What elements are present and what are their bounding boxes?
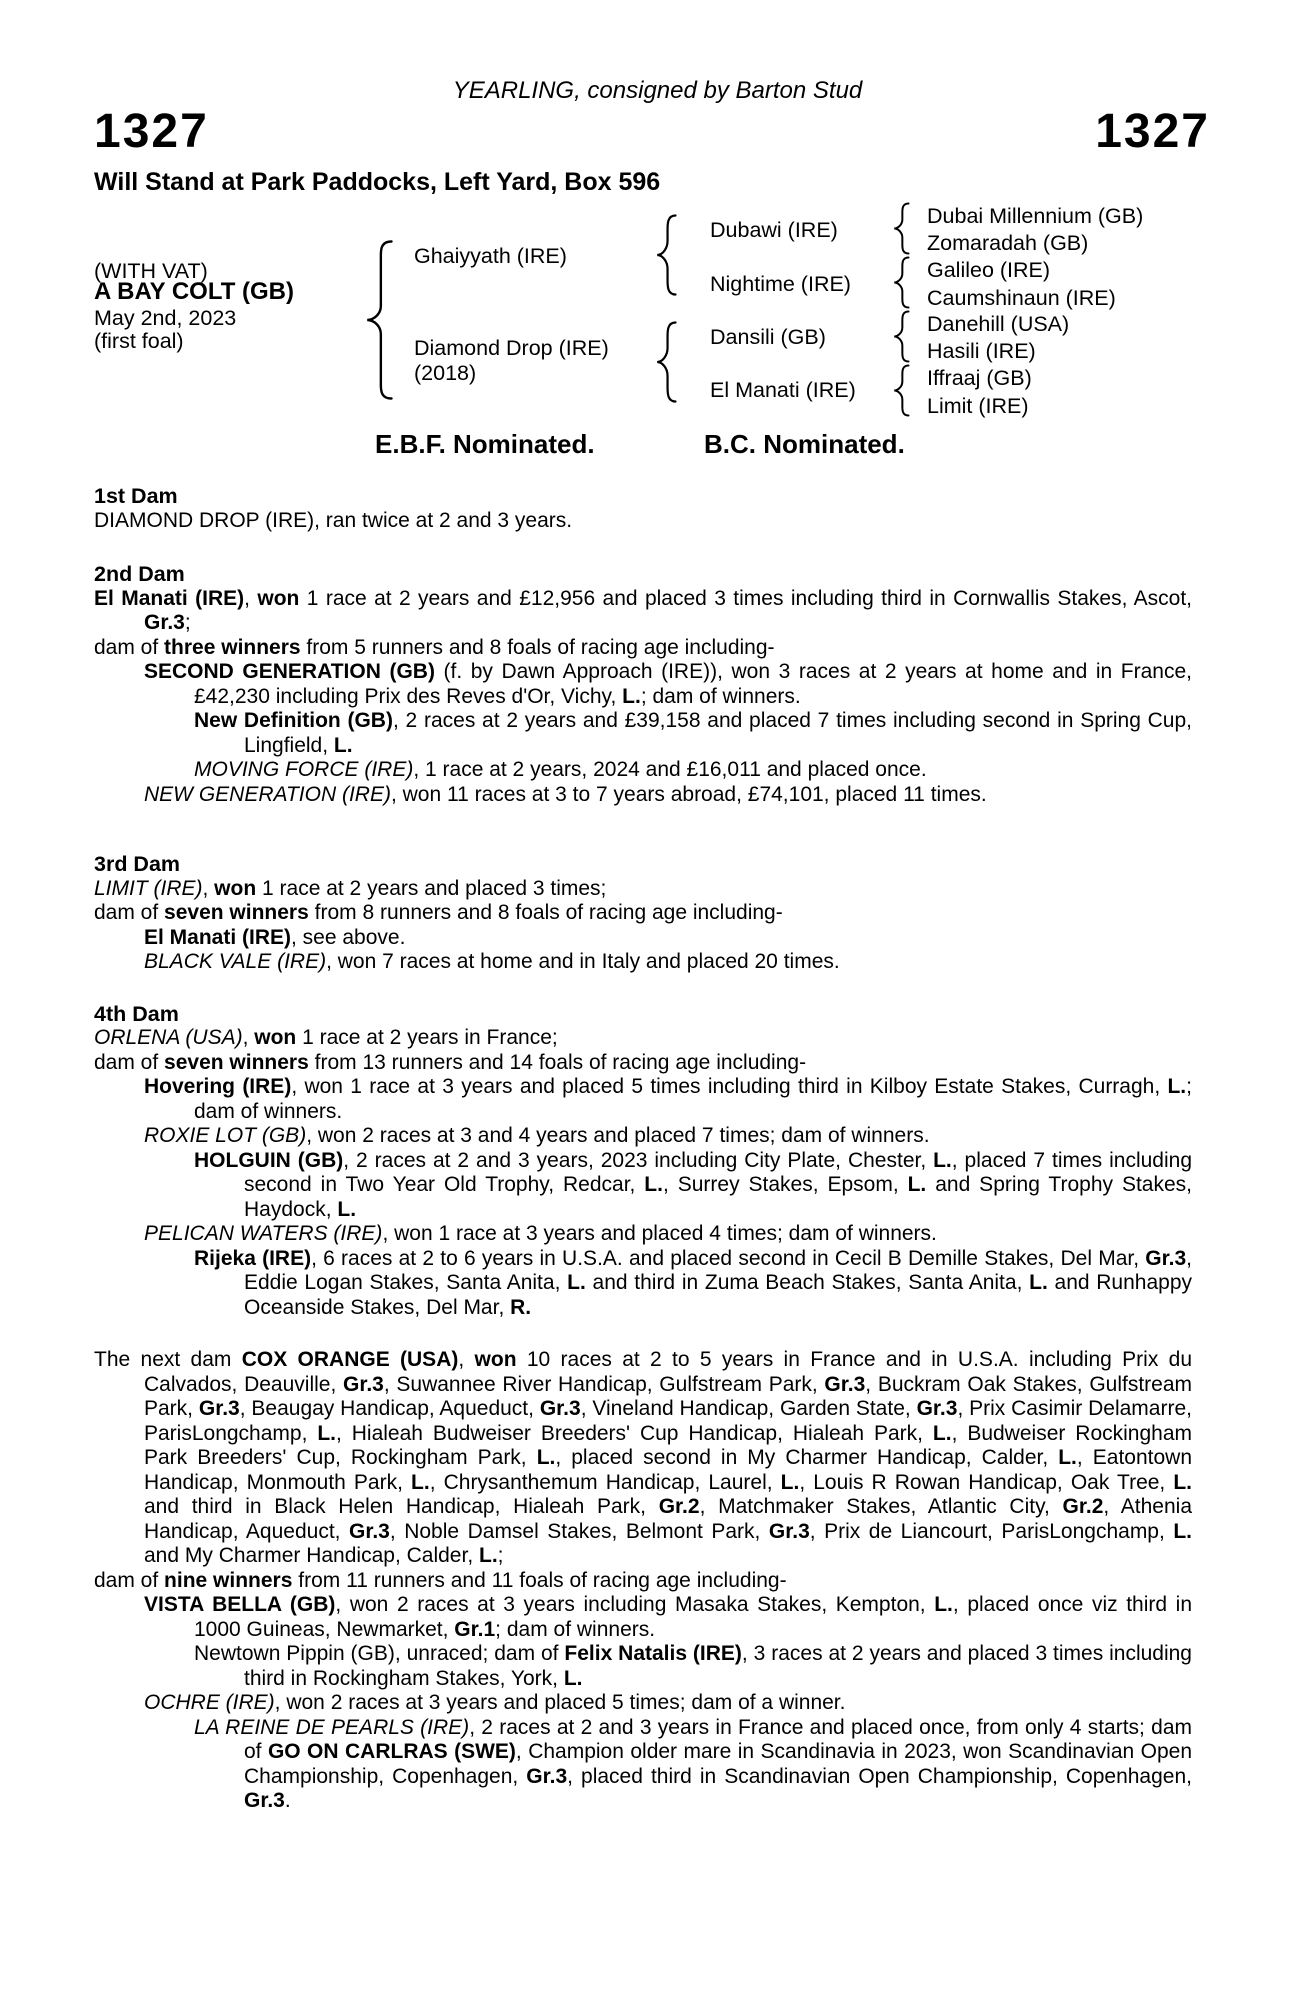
section-dam2 — [94, 562, 1192, 807]
ebf-nominated-label: E.B.F. Nominated. — [375, 429, 595, 459]
gen3-name: Dubai Millennium (GB) — [927, 204, 1144, 228]
nominations — [0, 430, 1315, 460]
pedigree-entry: Rijeka (IRE), 6 races at 2 to 6 years in U.S.A. and placed second in Cecil B Demille Stakes, Del Mar, Gr.3, Eddie Logan Stakes, Santa Anita, L. and third in Zuma Beach Stakes, Santa Anita, L. and Runhappy Oceanside Stakes, Del Mar, R. — [194, 1246, 1192, 1319]
gen3-name: Danehill (USA) — [927, 312, 1070, 336]
gen3-name: Galileo (IRE) — [927, 258, 1051, 282]
dam-heading: 1st Dam — [94, 484, 178, 508]
pedigree-entry: LA REINE DE PEARLS (IRE), 2 races at 2 and 3 years in France and placed once, from only 4 starts; dam of GO ON CARLRAS (SWE), Champion older mare in Scandinavia in 2023, won Scandinavian Open Championship, Copenhagen, Gr.3, placed third in Scandinavian Open Championship, Copenhagen, Gr.3. — [194, 1715, 1192, 1812]
pedigree-entry: NEW GENERATION (IRE), won 11 races at 3 to 7 years abroad, £74,101, placed 11 times. — [144, 782, 987, 806]
pedigree-text-sections — [94, 484, 1192, 1814]
lot-number-left: 1327 — [94, 105, 209, 158]
pedigree-entry: LIMIT (IRE), won 1 race at 2 years and placed 3 times; — [94, 876, 607, 900]
dam-year: (2018) — [414, 361, 477, 385]
pedigree-brace — [656, 214, 677, 296]
pedigree-entry: dam of seven winners from 13 runners and 14 foals of racing age including- — [94, 1050, 807, 1074]
foal-note: (first foal) — [94, 329, 184, 353]
pedigree-brace — [366, 240, 393, 400]
pedigree-brace — [656, 321, 677, 403]
pedigree-brace — [893, 364, 910, 417]
bc-nominated-label: B.C. Nominated. — [704, 429, 905, 459]
section-dam4 — [94, 1002, 1192, 1321]
sire-dam: Nightime (IRE) — [710, 272, 851, 296]
pedigree-entry: Newtown Pippin (GB), unraced; dam of Felix Natalis (IRE), 3 races at 2 years and placed 3 times including third in Rockingham Stakes, York, L. — [194, 1642, 1192, 1690]
pedigree-brace — [893, 256, 910, 309]
sire-name: Ghaiyyath (IRE) — [414, 244, 567, 268]
pedigree-entry: SECOND GENERATION (GB) (f. by Dawn Approach (IRE)), won 3 races at 2 years at home and in France, £42,230 including Prix des Reves d'Or, Vichy, L.; dam of winners. — [144, 660, 1192, 708]
pedigree-entry: VISTA BELLA (GB), won 2 races at 3 years including Masaka Stakes, Kempton, L., placed once viz third in 1000 Guineas, Newmarket, Gr.1; dam of winners. — [144, 1593, 1192, 1641]
gen3-name: Hasili (IRE) — [927, 339, 1036, 363]
foaled-date: May 2nd, 2023 — [94, 306, 237, 330]
section-dam3 — [94, 852, 1192, 975]
pedigree-entry: New Definition (GB), 2 races at 2 years and £39,158 and placed 7 times including second in Spring Cup, Lingfield, L. — [194, 709, 1192, 757]
dam-name: Diamond Drop (IRE) — [414, 336, 609, 360]
pedigree-entry: BLACK VALE (IRE), won 7 races at home and in Italy and placed 20 times. — [144, 950, 840, 973]
pedigree-entry: dam of seven winners from 8 runners and 8 foals of racing age including- — [94, 901, 783, 924]
dam-heading: 2nd Dam — [94, 562, 185, 586]
pedigree-tree — [0, 0, 1315, 430]
pedigree-entry: ORLENA (USA), won 1 race at 2 years in France; — [94, 1026, 558, 1049]
pedigree-entry: MOVING FORCE (IRE), 1 race at 2 years, 2024 and £16,011 and placed once. — [194, 758, 927, 781]
pedigree-entry: El Manati (IRE), won 1 race at 2 years and £12,956 and placed 3 times including third in Cornwallis Stakes, Ascot, Gr.3; — [94, 586, 1192, 634]
section-dam1 — [94, 484, 1192, 533]
lot-number-right: 1327 — [1095, 105, 1210, 158]
pedigree-entry: DIAMOND DROP (IRE), ran twice at 2 and 3 years. — [94, 508, 573, 532]
pedigree-entry: Hovering (IRE), won 1 race at 3 years and placed 5 times including third in Kilboy Estate Stakes, Curragh, L.; dam of winners. — [144, 1075, 1192, 1123]
pedigree-brace — [893, 202, 910, 255]
gen3-name: Caumshinaun (IRE) — [927, 286, 1116, 310]
sire-sire: Dubawi (IRE) — [710, 218, 838, 242]
consignment-title: YEARLING, consigned by Barton Stud — [452, 77, 863, 104]
section-nextdam — [94, 1348, 1192, 1814]
pedigree-entry: ROXIE LOT (GB), won 2 races at 3 and 4 years and placed 7 times; dam of winners. — [144, 1124, 930, 1147]
pedigree-entry: El Manati (IRE), see above. — [144, 925, 406, 949]
pedigree-entry: OCHRE (IRE), won 2 races at 3 years and placed 5 times; dam of a winner. — [144, 1691, 846, 1714]
gen3-name: Zomaradah (GB) — [927, 231, 1089, 255]
pedigree-entry: HOLGUIN (GB), 2 races at 2 and 3 years, 2023 including City Plate, Chester, L., placed 7 times including second in Two Year Old Trophy, Redcar, L., Surrey Stakes, Epsom, L. and Spring Trophy Stakes, Haydock, L. — [194, 1148, 1192, 1221]
dam-sire: Dansili (GB) — [710, 325, 826, 349]
stand-location: Will Stand at Park Paddocks, Left Yard, Box 596 — [94, 168, 661, 196]
dam-heading: 4th Dam — [94, 1001, 179, 1026]
pedigree-entry: PELICAN WATERS (IRE), won 1 race at 3 years and placed 4 times; dam of winners. — [144, 1222, 937, 1245]
dam-dam: El Manati (IRE) — [710, 378, 856, 402]
gen3-name: Limit (IRE) — [927, 394, 1029, 418]
pedigree-brace — [893, 310, 910, 363]
pedigree-entry: The next dam COX ORANGE (USA), won 10 races at 2 to 5 years in France and in U.S.A. including Prix du Calvados, Deauville, Gr.3, Suwannee River Handicap, Gulfstream Park, Gr.3, Buckram Oak Stakes, Gulfstream Park, Gr.3, Beaugay Handicap, Aqueduct, Gr.3, Vineland Handicap, Garden State, Gr.3, Prix Casimir Delamarre, ParisLongchamp, L., Hialeah Budweiser Breeders' Cup Handicap, Hialeah Park, L., Budweiser Rockingham Park Breeders' Cup, Rockingham Park, L., placed second in My Charmer Handicap, Calder, L., Eatontown Handicap, Monmouth Park, L., Chrysanthemum Handicap, Laurel, L., Louis R Rowan Handicap, Oak Tree, L. and third in Black Helen Handicap, Hialeah Park, Gr.2, Matchmaker Stakes, Atlantic City, Gr.2, Athenia Handicap, Aqueduct, Gr.3, Noble Damsel Stakes, Belmont Park, Gr.3, Prix de Liancourt, ParisLongchamp, L. and My Charmer Handicap, Calder, L.; — [94, 1348, 1193, 1567]
gen3-name: Iffraaj (GB) — [927, 366, 1032, 390]
vat-note: (WITH VAT) — [94, 259, 208, 283]
pedigree-entry: dam of three winners from 5 runners and 8 foals of racing age including- — [94, 635, 775, 659]
colt-name: A BAY COLT (GB) — [94, 278, 295, 305]
pedigree-entry: dam of nine winners from 11 runners and 11 foals of racing age including- — [94, 1568, 787, 1592]
dam-heading: 3rd Dam — [94, 852, 181, 876]
